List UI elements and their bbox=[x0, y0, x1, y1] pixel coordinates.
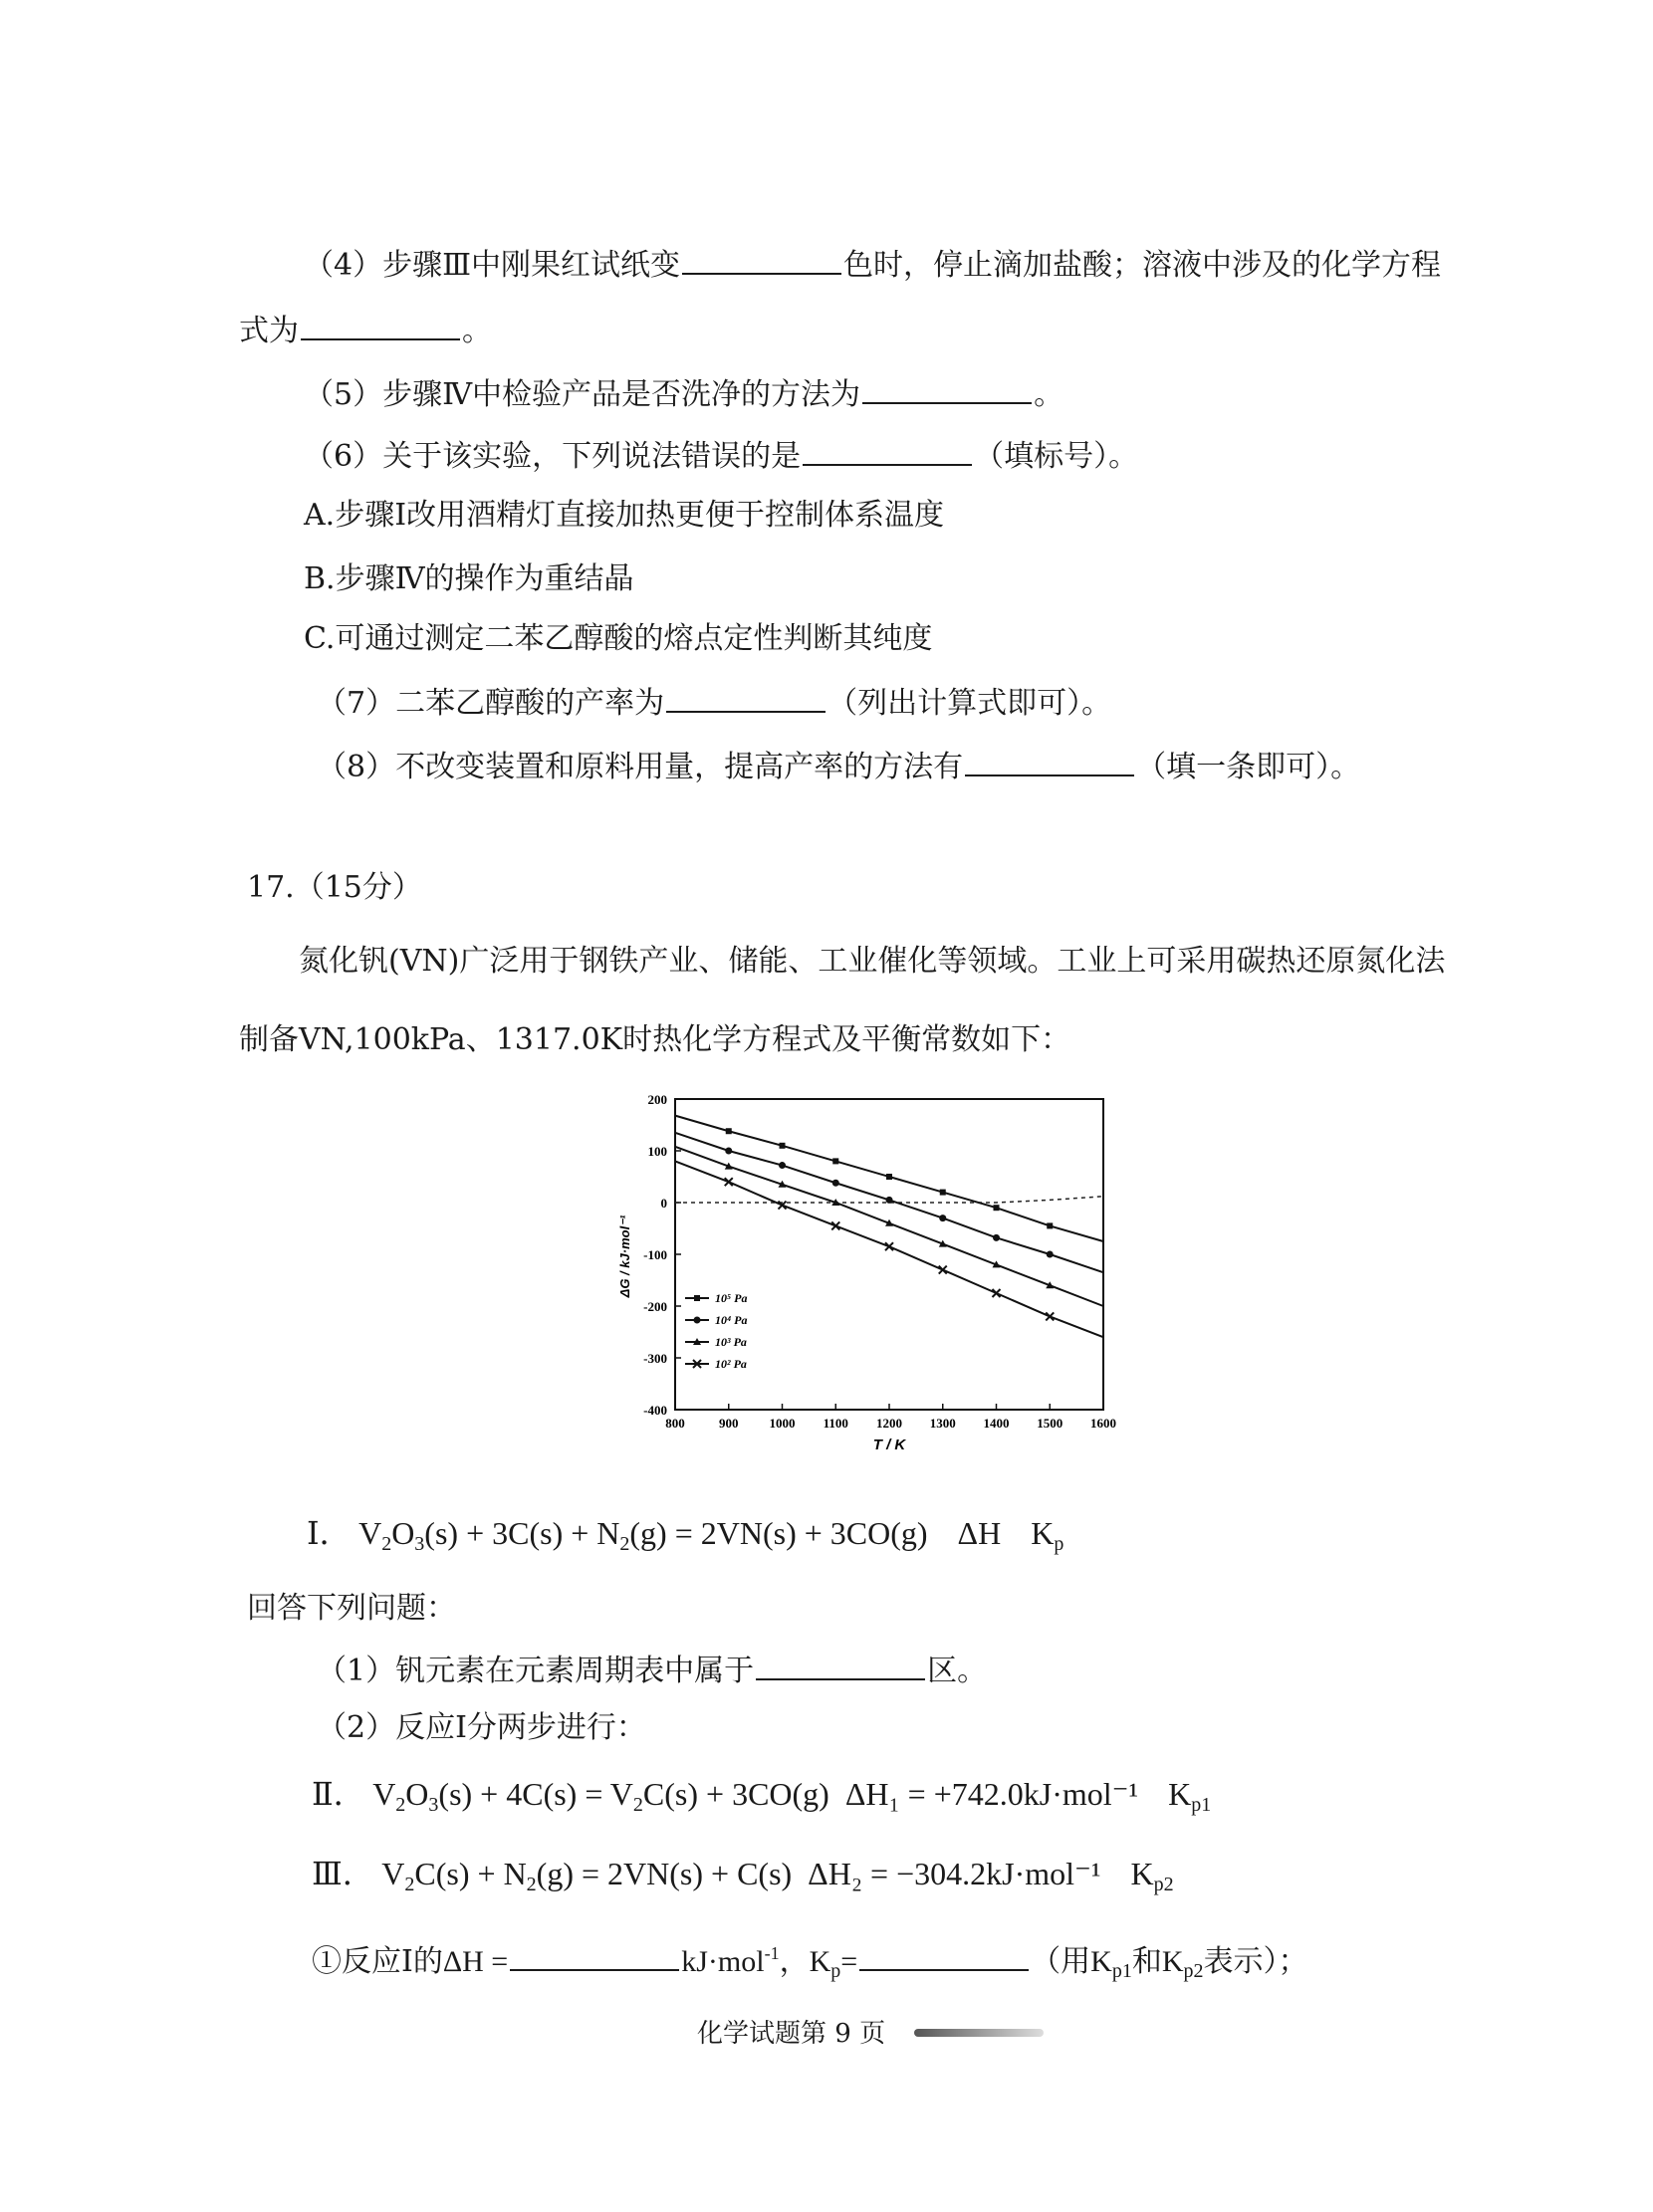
q16-part4-blank-2[interactable] bbox=[301, 309, 460, 340]
series-point bbox=[993, 1234, 1000, 1241]
q16-part4-line2 bbox=[239, 309, 492, 351]
eq2-delta-h: ΔH₁ = +742.0kJ·mol⁻¹ bbox=[844, 1776, 1139, 1812]
series-point bbox=[886, 1174, 892, 1180]
y-tick-label: -200 bbox=[643, 1299, 667, 1314]
q17-sub1-text-f: 和K bbox=[1131, 1945, 1184, 1978]
series-point bbox=[725, 1148, 732, 1155]
legend-label: 10⁵ Pa bbox=[715, 1291, 748, 1305]
q16-part4-text-c: 式为 bbox=[239, 314, 299, 348]
q16-part5-blank[interactable] bbox=[862, 372, 1032, 404]
series-point bbox=[1046, 1312, 1054, 1320]
q17-sub1-text-d: = bbox=[840, 1945, 858, 1978]
series-line-3 bbox=[675, 1147, 1103, 1306]
q16-part7-text-a: （7）二苯乙醇酸的产率为 bbox=[317, 686, 665, 721]
q17-header: 17.（15分） bbox=[247, 870, 422, 905]
q16-option-c: C.可通过测定二苯乙醇酸的熔点定性判断其纯度 bbox=[304, 621, 933, 656]
equation-2: Ⅱ． $V_2O_3(s) + 4C(s) = V_2C(s) + 3CO(g) \Delta H_1 = +742.0kJ\cdot mol^{-1}$ $K_{p1}$ bbox=[312, 1776, 1212, 1816]
q17-part1-text-b: 区。 bbox=[927, 1654, 988, 1688]
x-tick-label: 1000 bbox=[769, 1416, 796, 1431]
y-tick-label: -400 bbox=[643, 1403, 667, 1418]
y-tick-label: -300 bbox=[643, 1351, 667, 1366]
eq1-label: Ⅰ． bbox=[307, 1515, 352, 1551]
q17-intro-line1: 氮化钒(VN)广泛用于钢铁产业、储能、工业催化等领域。工业上可采用碳热还原氮化法 bbox=[299, 944, 1446, 979]
q16-part4-text-a: （4）步骤Ⅲ中刚果红试纸变 bbox=[304, 248, 681, 283]
q17-sub1-text-b: kJ·mol bbox=[681, 1945, 765, 1978]
series-point bbox=[993, 1289, 1001, 1297]
legend-label: 10⁴ Pa bbox=[715, 1313, 748, 1327]
x-tick-label: 800 bbox=[665, 1416, 685, 1431]
q16-part8-line bbox=[317, 745, 1360, 787]
q17-part1-text-a: （1）钒元素在元素周期表中属于 bbox=[317, 1654, 755, 1688]
x-tick-label: 1500 bbox=[1037, 1416, 1063, 1431]
x-tick-label: 1200 bbox=[876, 1416, 902, 1431]
q16-part8-text-a: （8）不改变装置和原料用量，提高产率的方法有 bbox=[317, 750, 964, 784]
q16-part4-text-b: 色时，停止滴加盐酸；溶液中涉及的化学方程 bbox=[843, 248, 1442, 283]
series-point bbox=[779, 1162, 786, 1169]
equation-3: Ⅲ． $V_2C(s) + N_2(g) = 2VN(s) + C(s) \Delta H_2 = -304.2kJ\cdot mol^{-1}$ $K_{p2}$ bbox=[312, 1856, 1174, 1895]
series-point bbox=[726, 1128, 732, 1134]
eq3-delta-h: ΔH₂ = −304.2kJ·mol⁻¹ bbox=[808, 1856, 1101, 1891]
q16-part6-line bbox=[304, 434, 1138, 477]
q16-option-a: A.步骤Ⅰ改用酒精灯直接加热更便于控制体系温度 bbox=[304, 498, 945, 533]
q17-sub1-text-c: ，K bbox=[779, 1945, 831, 1978]
q16-part8-blank[interactable] bbox=[965, 745, 1134, 776]
series-point bbox=[994, 1205, 1000, 1211]
q16-part4-line1 bbox=[304, 243, 1441, 286]
q16-part5-text-a: （5）步骤Ⅳ中检验产品是否洗净的方法为 bbox=[304, 377, 861, 412]
q17-part1-blank[interactable] bbox=[756, 1649, 925, 1680]
series-point bbox=[780, 1143, 786, 1149]
q17-sub1-line: ①反应Ⅰ的ΔH = kJ·mol$^{-1}$，$K_p=$ （用$K_{p1}$和$K_{p2}$表示）； bbox=[312, 1931, 1308, 1993]
series-point bbox=[831, 1221, 839, 1229]
series-point bbox=[885, 1242, 893, 1250]
series-point bbox=[939, 1215, 946, 1221]
legend-label: 10³ Pa bbox=[715, 1335, 747, 1349]
footer-decoration bbox=[914, 2029, 1044, 2037]
q16-part4-text-d: 。 bbox=[462, 314, 492, 348]
chart-ticks bbox=[643, 1092, 1116, 1431]
eq3-label: Ⅲ． bbox=[312, 1856, 374, 1891]
q17-sub1-sup: -1 bbox=[764, 1943, 780, 1963]
equation-1: Ⅰ． $V_2O_3(s) + 3C(s) + N_2(g) = 2VN(s) + 3CO(g)$ ΔH $K_p$ bbox=[307, 1515, 1064, 1555]
q17-intro-line2: 制备VN,100kPa、1317.0K时热化学方程式及平衡常数如下： bbox=[239, 1022, 1071, 1057]
series-line-4 bbox=[675, 1161, 1103, 1337]
series-point bbox=[725, 1178, 733, 1186]
q17-answer-prompt: 回答下列问题： bbox=[247, 1591, 456, 1626]
q17-sub1-text-a: ①反应Ⅰ的ΔH = bbox=[312, 1945, 509, 1978]
chart-legend bbox=[685, 1291, 748, 1371]
series-point bbox=[832, 1158, 838, 1164]
q16-part6-text-b: （填标号）。 bbox=[974, 439, 1139, 474]
q17-sub1-blank-2[interactable] bbox=[859, 1939, 1029, 1971]
legend-label: 10² Pa bbox=[715, 1357, 747, 1371]
legend-marker bbox=[694, 1317, 701, 1324]
y-tick-label: 200 bbox=[647, 1092, 667, 1107]
y-tick-label: 0 bbox=[660, 1196, 667, 1211]
x-tick-label: 900 bbox=[719, 1416, 739, 1431]
q16-part6-blank[interactable] bbox=[803, 434, 972, 466]
page-footer: 化学试题第 9 页 bbox=[697, 2019, 886, 2049]
series-point bbox=[832, 1180, 839, 1187]
series-point bbox=[1047, 1222, 1053, 1228]
q16-part4-blank-1[interactable] bbox=[682, 243, 841, 275]
x-tick-label: 1400 bbox=[983, 1416, 1010, 1431]
series-point bbox=[1047, 1251, 1054, 1258]
q16-part7-line bbox=[317, 681, 1111, 724]
x-tick-label: 1600 bbox=[1090, 1416, 1116, 1431]
q17-sub1-blank-1[interactable] bbox=[510, 1939, 679, 1971]
q16-part5-line bbox=[304, 372, 1063, 415]
q16-part6-text-a: （6）关于该实验，下列说法错误的是 bbox=[304, 439, 802, 474]
y-tick-label: 100 bbox=[647, 1144, 667, 1159]
chart-y-axis-label: ΔG / kJ·mol⁻¹ bbox=[617, 1215, 632, 1298]
series-point bbox=[886, 1197, 893, 1204]
y-tick-label: -100 bbox=[643, 1247, 667, 1262]
q16-part7-blank[interactable] bbox=[666, 681, 826, 713]
eq2-label: Ⅱ． bbox=[312, 1776, 365, 1812]
legend-marker bbox=[694, 1295, 700, 1301]
q16-part7-text-b: （列出计算式即可）。 bbox=[827, 686, 1112, 721]
q17-part2-line: （2）反应Ⅰ分两步进行： bbox=[317, 1710, 646, 1745]
q17-part1-line bbox=[317, 1649, 987, 1691]
x-tick-label: 1100 bbox=[823, 1416, 848, 1431]
x-tick-label: 1300 bbox=[929, 1416, 956, 1431]
series-point bbox=[940, 1190, 946, 1196]
q16-part5-text-b: 。 bbox=[1034, 377, 1064, 412]
q16-part8-text-b: （填一条即可）。 bbox=[1136, 750, 1361, 784]
delta-g-chart bbox=[615, 1089, 1153, 1457]
q16-option-b: B.步骤Ⅳ的操作为重结晶 bbox=[304, 561, 634, 596]
q17-sub1-text-g: 表示）； bbox=[1203, 1945, 1308, 1978]
chart-x-axis-label: T / K bbox=[872, 1437, 906, 1453]
q17-sub1-text-e: （用K bbox=[1031, 1945, 1112, 1978]
series-point bbox=[939, 1266, 947, 1274]
